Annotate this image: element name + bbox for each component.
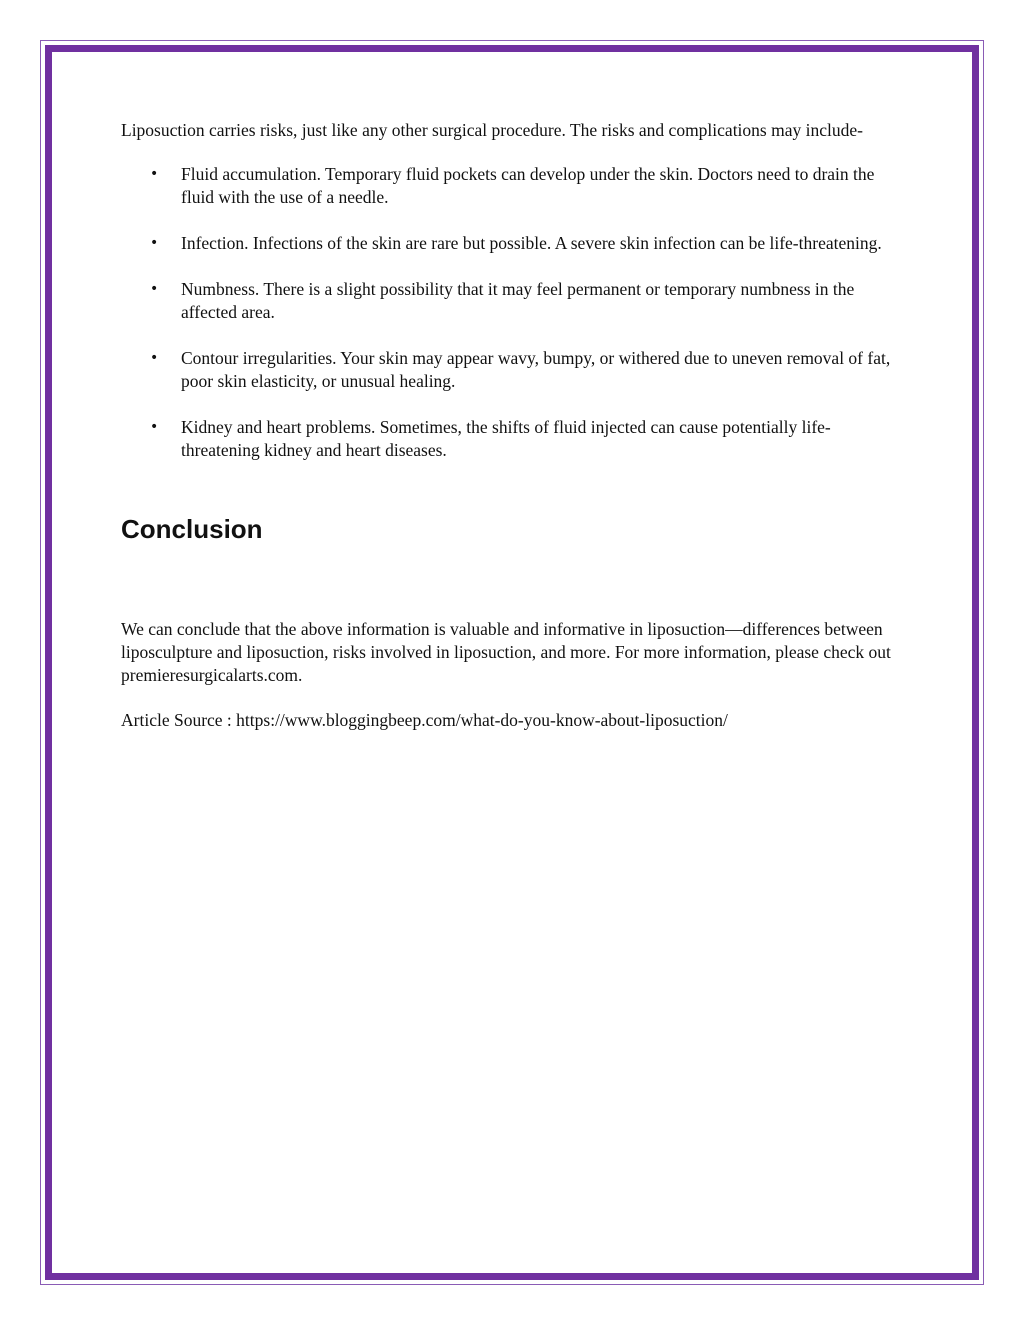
risk-text: Contour irregularities. Your skin may appear wavy, bumpy, or withered due to uneven removal of fat, poor skin elasticity, or unusual healing. xyxy=(181,348,891,391)
article-source: Article Source : https://www.bloggingbeep.com/what-do-you-know-about-liposuction/ xyxy=(121,710,728,730)
conclusion-heading: Conclusion xyxy=(121,514,263,544)
list-item xyxy=(121,232,907,255)
bullet-icon: • xyxy=(150,235,159,251)
intro-paragraph: Liposuction carries risks, just like any other surgical procedure. The risks and complications may include- xyxy=(121,120,863,140)
list-item xyxy=(121,278,907,324)
risk-text: Infection. Infections of the skin are rare but possible. A severe skin infection can be life-threatening. xyxy=(181,233,882,253)
list-item xyxy=(121,347,907,393)
bullet-icon: • xyxy=(150,419,159,435)
risk-text: Fluid accumulation. Temporary fluid pockets can develop under the skin. Doctors need to drain the fluid with the use of a needle. xyxy=(181,164,875,207)
list-item xyxy=(121,163,907,209)
risk-text: Numbness. There is a slight possibility that it may feel permanent or temporary numbness in the affected area. xyxy=(181,279,855,322)
document-body xyxy=(121,119,907,732)
list-item xyxy=(121,416,907,462)
conclusion-paragraph: We can conclude that the above information is valuable and informative in liposuction—differences between liposculpture and liposuction, risks involved in liposuction, and more. For more information, please check out premieresurgicalarts.com. xyxy=(121,619,891,685)
risk-list xyxy=(121,163,907,462)
bullet-icon: • xyxy=(150,166,159,182)
bullet-icon: • xyxy=(150,350,159,366)
bullet-icon: • xyxy=(150,281,159,297)
risk-text: Kidney and heart problems. Sometimes, the shifts of fluid injected can cause potentially life-threatening kidney and heart diseases. xyxy=(181,417,831,460)
